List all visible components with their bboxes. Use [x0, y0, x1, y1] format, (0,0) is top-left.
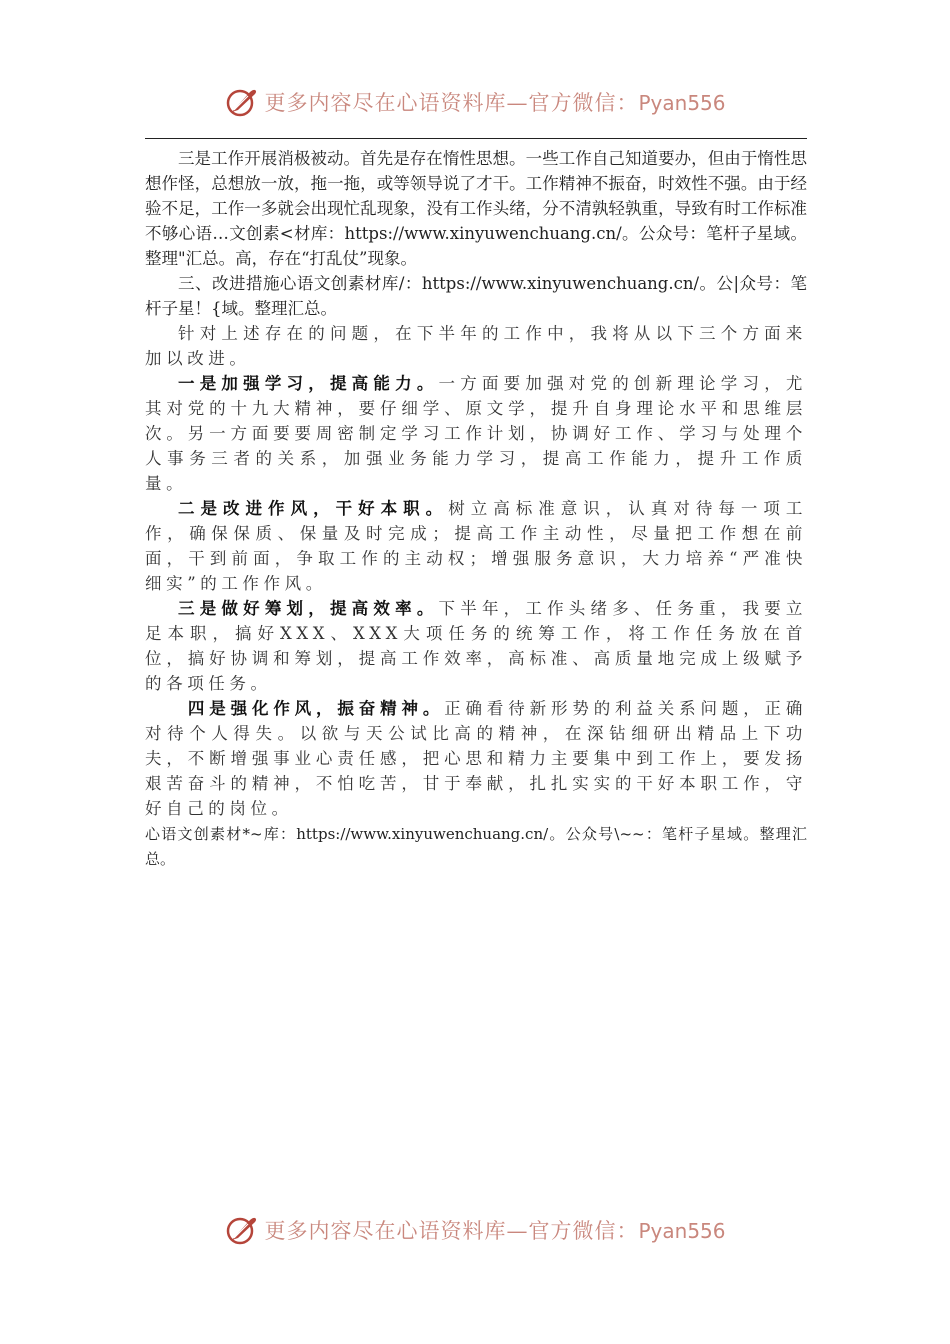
point-3-heading: 三是做好筹划，提高效率。	[178, 599, 439, 618]
point-4-body: 正确看待新形势的利益关系问题，正确对待个人得失。以欲与天公试比高的精神，在深钻细研出精品上下功夫，不断增强事业心责任感，把心思和精力主要集中到工作上，要发扬艰苦奋斗的精神，不怕吃苦，甘于奉献，扎扎实实的干好本职工作，守好自己的岗位。	[145, 699, 808, 818]
feather-pen-logo-icon	[224, 1212, 260, 1248]
banner-wechat-id: Pyan556	[638, 91, 726, 115]
footer-banner-text: 更多内容尽在心语资料库—官方微信：Pyan556	[264, 1219, 726, 1243]
point-2-body: 树立高标准意识，认真对待每一项工作，确保保质、保量及时完成；提高工作主动性，尽量把工作想在前面，干到前面，争取工作的主动权；增强服务意识，大力培养“严准快细实”的工作作风。	[145, 499, 808, 593]
paragraph-point-2	[145, 496, 807, 596]
footer-wechat-id: Pyan556	[638, 1219, 726, 1243]
paragraph-intro: 针对上述存在的问题，在下半年的工作中，我将从以下三个方面来加以改进。	[145, 324, 807, 368]
paragraph-improvement-heading: 三、改进措施心语文创素材库/：https://www.xinyuwenchuang.cn/。公|众号：笔杆子星！{域。整理汇总。	[145, 274, 807, 318]
paragraph-point-1	[145, 371, 807, 496]
paragraph-work-passive: 三是工作开展消极被动。首先是存在惰性思想。一些工作自己知道要办，但由于惰性思想作怪，总想放一放，拖一拖，或等领导说了才干。工作精神不振奋，时效性不强。由于经验不足，工作一多就会出现忙乱现象，没有工作头绪，分不清孰轻孰重，导致有时工作标准不够心语…文创素<材库：https://www.xinyuwenchuang.cn/。公众号：笔杆子星域。整理"汇总。高，存在“打乱仗”现象。	[145, 149, 807, 268]
paragraph-source-note: 心语文创素材*~库：https://www.xinyuwenchuang.cn/。公众号\~~：笔杆子星域。整理汇总。	[145, 825, 807, 868]
footer-banner	[0, 1206, 950, 1254]
paragraph-point-4	[145, 696, 807, 821]
header-divider	[145, 138, 807, 139]
header-banner	[0, 78, 950, 126]
paragraph-point-3	[145, 596, 807, 696]
point-1-body: 一方面要加强对党的创新理论学习，尤其对党的十九大精神，要仔细学、原文学，提升自身理论水平和思维层次。另一方面要要周密制定学习工作计划，协调好工作、学习与处理个人事务三者的关系，加强业务能力学习，提高工作能力，提升工作质量。	[145, 374, 807, 493]
point-4-heading: 四是强化作风，振奋精神。	[187, 699, 445, 718]
document-body	[145, 146, 807, 872]
point-1-heading: 一是加强学习，提高能力。	[178, 374, 439, 393]
point-3-body: 下半年，工作头绪多、任务重，我要立足本职，搞好XXX、XXX大项任务的统筹工作，将工作任务放在首位，搞好协调和筹划，提高工作效率，高标准、高质量地完成上级赋予的各项任务。	[145, 599, 807, 693]
point-2-heading: 二是改进作风，干好本职。	[178, 499, 449, 518]
banner-text: 更多内容尽在心语资料库—官方微信：Pyan556	[264, 91, 726, 115]
feather-pen-logo-icon	[224, 84, 260, 120]
